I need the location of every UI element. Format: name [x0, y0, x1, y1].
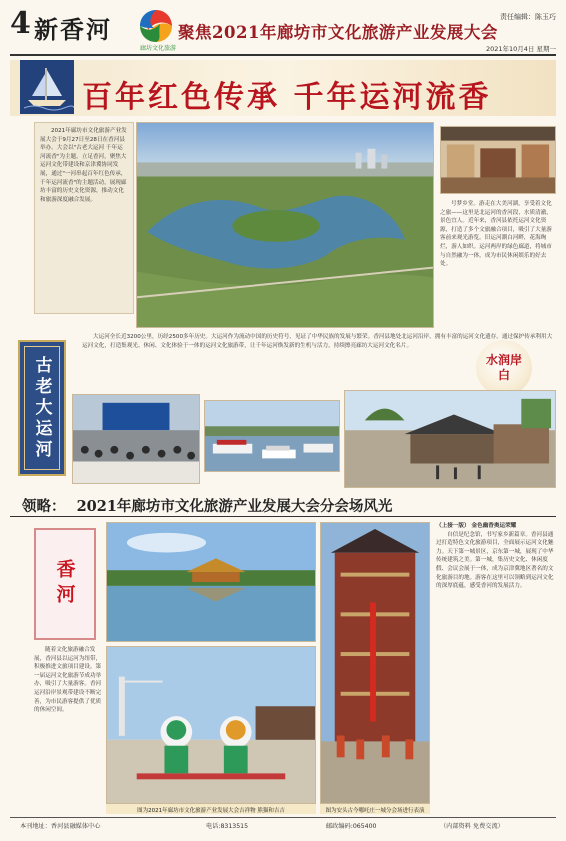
- footer-address: 本刊地址：香河县融媒体中心: [20, 823, 101, 830]
- page-number: 4: [10, 6, 31, 41]
- canal-museum-photo: [344, 390, 556, 488]
- main-title: 百年红色传承 千年运河流香: [82, 80, 492, 115]
- editor-line: 责任编辑：陈玉巧: [500, 13, 556, 21]
- lower-right-text: 自信是纪念馆，书写家乡新篇章。香河县通过打造特色文化旅游项目，全面展示运河文化魅力。天下第一城景区，京东第一城，展现了中华传统建筑之美。第一城，集历史文化、休闲度假、会议会展于一体，成为京津冀地区著名的文化旅游目的地。游客在这里可以领略到运河文化的深厚底蕴，感受香河的发展活力。: [436, 531, 554, 590]
- section-rule: [10, 516, 556, 517]
- pagoda-performance-photo: [320, 522, 430, 804]
- canal-paragraph: 大运河全长近3200公里，历经2500多年历史。大运河作为流动中国的历史符号，见证了中华民族的发展与繁荣。香河县地处北运河沿岸，拥有丰富的运河文化遗存。通过保护传承利用大运河文化，打造集观光、休闲、文化体验于一体的运河文化旅游带，让千年运河焕发新的生机与活力，持续擦亮廊坊大运河文化名片。: [82, 334, 553, 349]
- date-line: 2021年10月4日 星期一: [485, 45, 556, 53]
- footer-postal: 邮政编码:065400: [326, 823, 377, 830]
- right-photo-caption: 图为安头古今哪吒庄一城分会场进行表演: [320, 804, 430, 814]
- header-rule: [10, 54, 556, 56]
- seal-label: 水润岸白: [485, 353, 522, 382]
- lower-left-text: 随着文化旅游融合发展，香河县以运河为纽带，积极推进文旅项目建设。第一届运河文化旅游节成功举办，吸引了大量游客。香河运河沿岸景观带建设不断完善，为市民游客提供了优质的休闲空间。: [34, 647, 102, 714]
- left-photo-caption: 图为2021年廊坊市文化旅游产业发展大会吉祥物 熊猫和吉吉: [106, 804, 316, 814]
- canal-label-box: [18, 340, 66, 476]
- lower-right-heading: （上接一版） 金色幽香奥运荣耀: [436, 523, 517, 529]
- section-title-prefix: 领略：: [22, 498, 66, 515]
- intro-paragraph: 2021年廊坊市文化旅游产业发展大会于9月27日至28日在香河县举办。大会以"古老大运河 千年运河流香"为主题，立足香河，聚焦大运河文化带建设和京津冀协同发展，通过"一河串起百年红色传承，千年运河流香"的主题活动，展现廊坊丰富的历史文化资源，推动文化和旅游深度融合发展。: [34, 122, 134, 314]
- ceremony-photo: [72, 394, 200, 484]
- interior-exhibit-photo: [440, 126, 556, 194]
- right-column-text: 号梦乡堂。游走在大美河湖，享受着文化之旅——这里是北运河的香河段，水质清澈，景色宜人。近年来，香河县依托运河文化资源，打造了多个文旅融合项目，吸引了大量游客前来观光游览。旧运河潮白河畔，花海绚烂，游人如织。运河两岸的绿色廊道，将城市与自然融为一体，成为市民休闲娱乐的好去处。: [440, 201, 552, 268]
- river-boats-photo: [204, 400, 340, 472]
- footer-phone: 电话:8313515: [206, 823, 249, 830]
- focus-title: 聚焦2021年廊坊市文化旅游产业发展大会: [178, 23, 498, 42]
- xianghe-label-box: [34, 528, 96, 640]
- lake-palace-photo: [106, 522, 316, 642]
- footer-rule: [10, 817, 556, 818]
- sailing-ship-icon: [20, 60, 74, 114]
- tourism-logo-icon: [136, 6, 176, 46]
- aerial-canal-photo: [136, 122, 434, 328]
- logo-text: 廊坊文化旅游: [139, 45, 176, 52]
- lower-right-article: [436, 522, 556, 812]
- section-title-text: 2021年廊坊市文化旅游产业发展大会分会场风光: [76, 498, 393, 515]
- footer-note: （内部资料 免费交流）: [440, 823, 504, 830]
- xianghe-label: 香河: [53, 559, 76, 609]
- canal-label: 古老大运河: [31, 355, 52, 461]
- mascot-plaza-photo: [106, 646, 316, 804]
- paper-name: 新香河: [34, 15, 112, 44]
- section-title: [22, 495, 392, 516]
- seal-badge: [476, 340, 532, 396]
